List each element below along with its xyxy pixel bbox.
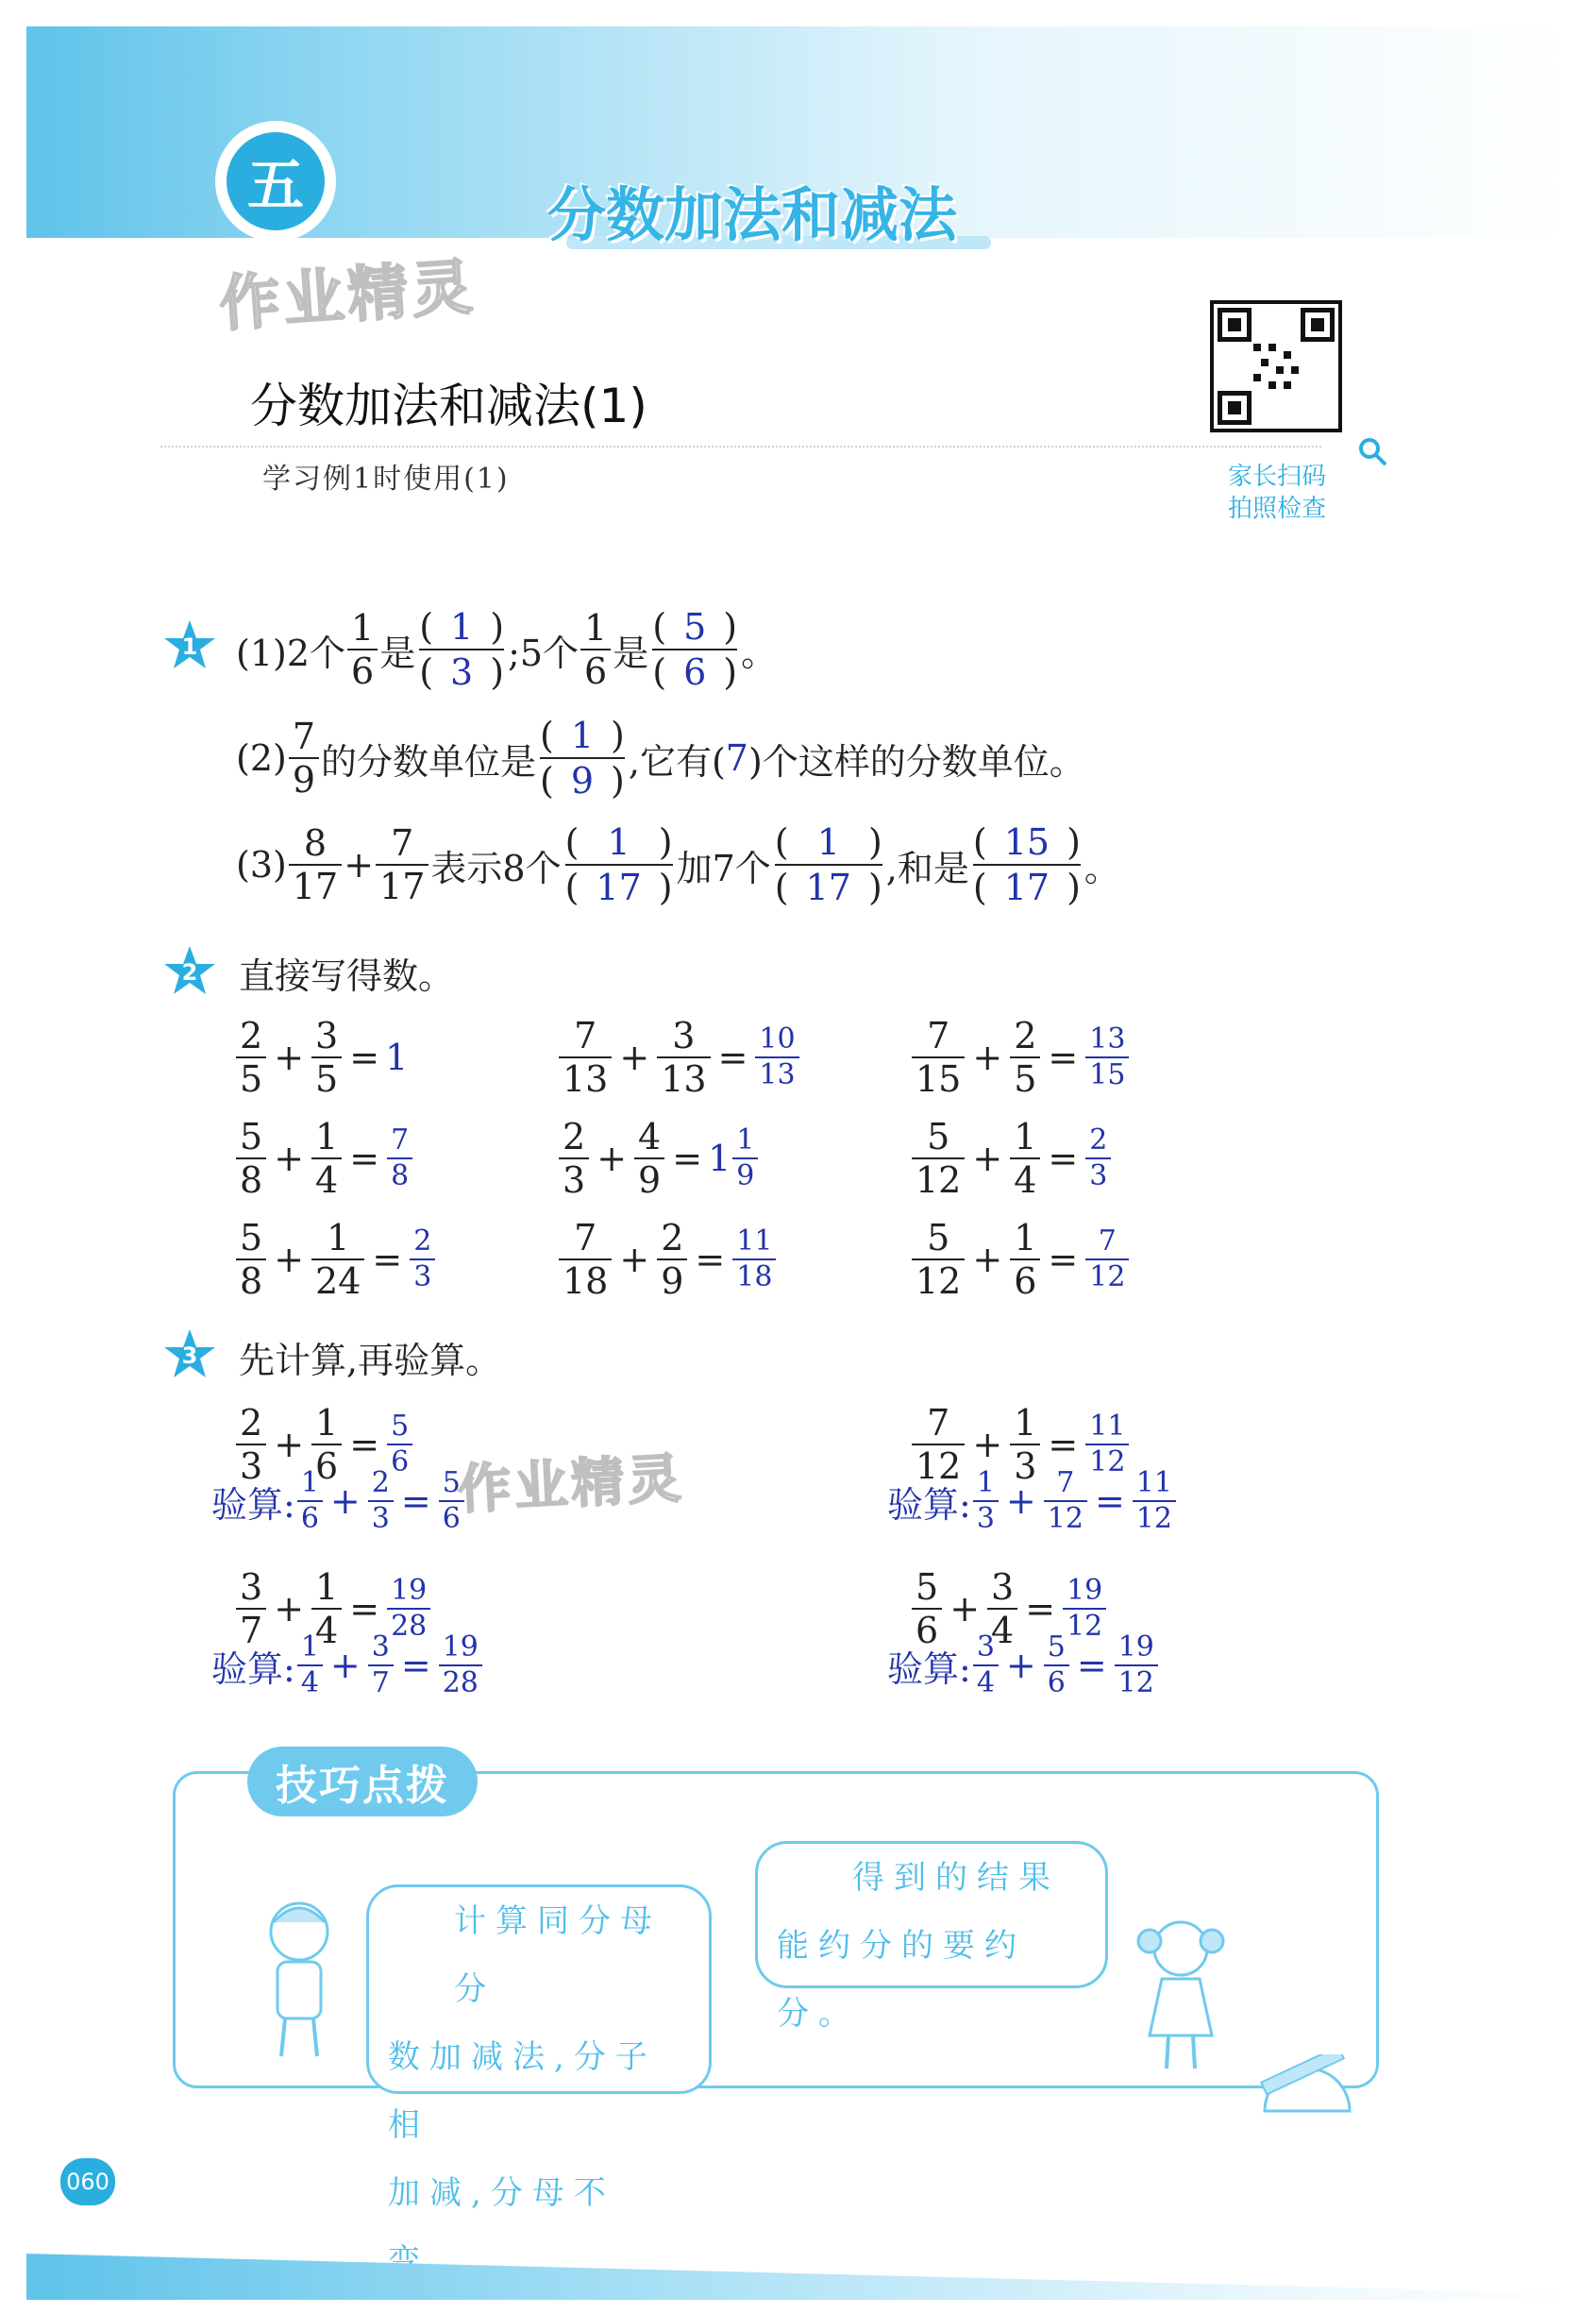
q1-p1-text: 是: [379, 632, 416, 674]
fraction: $\frac{2}{9}$: [657, 1220, 687, 1299]
plus-sign: +: [972, 1138, 1003, 1179]
fraction: $\frac{7}{9}$: [289, 718, 319, 798]
check-label: 验算:: [211, 1647, 295, 1690]
answer-fraction[interactable]: $\frac{11}{18}$: [732, 1227, 776, 1292]
tips-title: 技巧点拨: [247, 1747, 478, 1816]
fraction: $\frac{1}{4}$: [1010, 1119, 1040, 1198]
plus-sign: +: [619, 1037, 650, 1078]
answer-fraction[interactable]: $\frac{7}{12}$: [1044, 1469, 1087, 1533]
fraction: $\frac{5}{12}$: [912, 1220, 965, 1299]
q1-p3-text: 加7个: [676, 847, 771, 889]
plus-sign: +: [972, 1037, 1003, 1078]
qr-pattern-icon: [1253, 344, 1299, 389]
fraction: $\frac{1}{6}$: [311, 1405, 342, 1484]
equals-sign: =: [349, 1037, 380, 1078]
question-3-star-icon: [162, 1327, 217, 1382]
q2-item: [234, 1015, 409, 1100]
fraction: $\frac{7}{12}$: [912, 1405, 965, 1484]
plus-sign: +: [344, 844, 375, 886]
q2-item: [234, 1217, 437, 1302]
equals-sign: =: [717, 1037, 748, 1078]
q2-item: [910, 1217, 1131, 1302]
q2-item: [910, 1015, 1131, 1100]
chapter-title: 分数加法和减法: [547, 180, 958, 249]
fraction: $\frac{7}{18}$: [559, 1220, 612, 1299]
svg-text:2: 2: [181, 959, 198, 986]
equals-sign: =: [1048, 1239, 1079, 1280]
equals-sign: =: [1025, 1588, 1056, 1630]
check-label: 验算:: [887, 1647, 971, 1690]
equals-sign: =: [695, 1239, 726, 1280]
equals-sign: =: [372, 1239, 403, 1280]
equals-sign: =: [400, 1645, 431, 1686]
fraction: $\frac{7}{17}$: [376, 825, 428, 904]
fraction: $\frac{3}{5}$: [311, 1018, 342, 1097]
fraction: $\frac{3}{7}$: [236, 1569, 266, 1648]
equals-sign: =: [400, 1480, 431, 1522]
plus-sign: +: [274, 1424, 305, 1465]
watermark-top: 作业精灵: [217, 252, 479, 341]
answer-value[interactable]: 1: [385, 1037, 409, 1078]
answer-fraction[interactable]: $\frac{7}{8}$: [387, 1126, 412, 1191]
q3-title: 先计算,再验算。: [239, 1340, 502, 1381]
fraction: $\frac{3}{4}$: [987, 1569, 1017, 1648]
fraction: $\frac{2}{5}$: [1010, 1018, 1040, 1097]
plus-sign: +: [329, 1480, 361, 1522]
q1-p1-label: (1)2个: [236, 632, 346, 674]
answer-fraction[interactable]: $\frac{11}{12}$: [1133, 1469, 1176, 1533]
plus-sign: +: [1005, 1645, 1036, 1686]
fraction: $\frac{7}{15}$: [912, 1018, 965, 1097]
magnifier-icon: [1357, 436, 1389, 468]
answer-fraction[interactable]: $\frac{1}{6}$: [297, 1469, 323, 1533]
answer-fraction[interactable]: $\frac{19}{12}$: [1115, 1633, 1158, 1697]
fraction: $\frac{2}{3}$: [559, 1119, 589, 1198]
equals-sign: =: [1076, 1645, 1107, 1686]
girl-illustration-icon: [1129, 1913, 1233, 2073]
plus-sign: +: [619, 1239, 650, 1280]
q3-check: [887, 1630, 1160, 1699]
fraction: $\frac{1}{4}$: [311, 1569, 342, 1648]
answer-fraction[interactable]: $\frac{7}{12}$: [1085, 1227, 1129, 1292]
q2-title: 直接写得数。: [239, 955, 455, 997]
plus-sign: +: [274, 1239, 305, 1280]
equals-sign: =: [349, 1424, 380, 1465]
footer-band: [26, 2234, 1574, 2300]
svg-text:1: 1: [181, 633, 198, 660]
answer-fraction[interactable]: ( 1 ) ( 3 ): [419, 606, 505, 693]
divider: [160, 446, 1321, 448]
check-label: 验算:: [211, 1483, 295, 1526]
fraction: $\frac{5}{6}$: [912, 1569, 942, 1648]
watermark-middle: 作业精灵: [456, 1447, 686, 1522]
usage-note: 学习例1时使用(1): [262, 463, 510, 496]
answer-fraction[interactable]: ( 1 ) ( 17 ): [774, 821, 882, 908]
qr-code-icon[interactable]: [1210, 300, 1342, 432]
fraction: $\frac{5}{12}$: [912, 1119, 965, 1198]
ruler-protractor-icon: [1255, 2054, 1359, 2120]
unit-badge: 五: [227, 132, 325, 230]
q1-p3-text: 表示8个: [430, 847, 562, 889]
answer-fraction[interactable]: $\frac{3}{4}$: [973, 1633, 999, 1697]
scan-hint: [1216, 461, 1338, 525]
q2-item: [557, 1217, 778, 1302]
answer-fraction[interactable]: $\frac{13}{15}$: [1085, 1025, 1129, 1089]
answer-fraction[interactable]: ( 1 ) ( 17 ): [564, 821, 673, 908]
plus-sign: +: [274, 1588, 305, 1630]
q2-item: [557, 1116, 760, 1201]
q2-item: [234, 1116, 414, 1201]
q1-p1-text: 是: [613, 632, 649, 674]
fraction: $\frac{5}{8}$: [236, 1119, 266, 1198]
equals-sign: =: [672, 1138, 703, 1179]
fraction: $\frac{2}{5}$: [236, 1018, 266, 1097]
q1-p3-text: ,和是: [885, 847, 969, 889]
tip-left-line1: 计算同分母分: [454, 1902, 662, 2008]
fraction: $\frac{2}{3}$: [236, 1405, 266, 1484]
q2-item: [557, 1015, 801, 1100]
answer-fraction[interactable]: $\frac{2}{3}$: [410, 1227, 435, 1292]
q3-check: [211, 1630, 484, 1699]
answer-fraction[interactable]: $\frac{19}{12}$: [1063, 1577, 1106, 1641]
tip-left-line3: 加减,分母不变。: [388, 2174, 615, 2280]
plus-sign: +: [972, 1424, 1003, 1465]
tip-bubble-right: [755, 1841, 1108, 2033]
q1-p2-text: ,它有(: [628, 740, 726, 783]
q1-p3-text: 。: [1084, 847, 1120, 889]
equals-sign: =: [1048, 1424, 1079, 1465]
plus-sign: +: [274, 1037, 305, 1078]
answer-fraction[interactable]: $\frac{1}{3}$: [973, 1469, 999, 1533]
svg-text:3: 3: [181, 1343, 198, 1369]
answer-whole[interactable]: 1: [708, 1138, 731, 1179]
answer-fraction[interactable]: $\frac{2}{3}$: [1085, 1126, 1111, 1191]
answer-fraction[interactable]: $\frac{1}{9}$: [732, 1126, 758, 1191]
qr-corner: [1301, 308, 1335, 342]
tip-left-line2: 数加减法,分子相: [388, 2038, 657, 2144]
answer-fraction[interactable]: ( 1 ) ( 9 ): [540, 715, 625, 802]
boy-illustration-icon: [247, 1894, 351, 2064]
plus-sign: +: [596, 1138, 628, 1179]
q2-item: [910, 1116, 1113, 1201]
scan-hint-line2: 拍照检查: [1227, 495, 1326, 523]
lesson-title: 分数加法和减法(1): [250, 379, 647, 433]
tip-right-line2: 能约分的要约分。: [777, 1927, 1026, 2033]
qr-corner: [1218, 391, 1252, 425]
answer-fraction[interactable]: $\frac{5}{6}$: [439, 1469, 464, 1533]
question-2-star-icon: [162, 944, 217, 999]
equals-sign: =: [349, 1588, 380, 1630]
q3-check: [887, 1466, 1178, 1535]
q1-part2: [236, 715, 1085, 802]
answer-fraction[interactable]: $\frac{3}{7}$: [368, 1633, 394, 1697]
fraction: $\frac{3}{13}$: [657, 1018, 710, 1097]
answer-fraction[interactable]: ( 15 ) ( 17 ): [972, 821, 1081, 908]
answer-fraction[interactable]: $\frac{5}{6}$: [387, 1412, 412, 1477]
tip-right-line1: 得到的结果: [852, 1859, 1060, 1897]
answer-fraction[interactable]: $\frac{5}{6}$: [1044, 1633, 1069, 1697]
q1-p1-text: 。: [741, 632, 778, 674]
question-1-star-icon: [162, 618, 217, 673]
fraction: $\frac{1}{24}$: [311, 1220, 364, 1299]
plus-sign: +: [274, 1138, 305, 1179]
answer-count[interactable]: 7: [725, 737, 748, 779]
equals-sign: =: [1094, 1480, 1125, 1522]
answer-fraction[interactable]: $\frac{19}{28}$: [439, 1633, 482, 1697]
plus-sign: +: [1005, 1480, 1036, 1522]
qr-corner: [1218, 308, 1252, 342]
equals-sign: =: [349, 1138, 380, 1179]
page-number: 060: [60, 2158, 115, 2205]
scan-hint-line1: 家长扫码: [1227, 463, 1326, 491]
answer-fraction[interactable]: $\frac{19}{28}$: [387, 1577, 430, 1641]
answer-fraction[interactable]: ( 5 ) ( 6 ): [652, 606, 738, 693]
answer-fraction[interactable]: $\frac{1}{4}$: [297, 1633, 323, 1697]
plus-sign: +: [972, 1239, 1003, 1280]
fraction: $\frac{1}{6}$: [1010, 1220, 1040, 1299]
check-label: 验算:: [887, 1483, 971, 1526]
answer-fraction[interactable]: $\frac{11}{12}$: [1085, 1412, 1129, 1477]
q1-p3-label: (3): [236, 844, 287, 886]
answer-fraction[interactable]: $\frac{2}{3}$: [368, 1469, 394, 1533]
plus-sign: +: [329, 1645, 361, 1686]
q1-p2-text: )个这样的分数单位。: [748, 740, 1085, 783]
q1-p2-label: (2): [236, 737, 287, 779]
q1-part1: [236, 606, 778, 693]
q1-p1-text: ;5个: [508, 632, 580, 674]
fraction: $\frac{7}{13}$: [559, 1018, 612, 1097]
q1-p2-text: 的分数单位是: [321, 740, 537, 783]
q1-part3: [236, 821, 1120, 908]
fraction: $\frac{5}{8}$: [236, 1220, 266, 1299]
fraction: $\frac{4}{9}$: [634, 1119, 664, 1198]
tip-bubble-left: [366, 1884, 712, 2280]
fraction: $\frac{8}{17}$: [289, 825, 342, 904]
equals-sign: =: [1048, 1138, 1079, 1179]
fraction: $\frac{1}{6}$: [347, 610, 378, 689]
q3-check: [211, 1466, 466, 1535]
fraction: $\frac{1}{6}$: [580, 610, 611, 689]
equals-sign: =: [1048, 1037, 1079, 1078]
plus-sign: +: [949, 1588, 981, 1630]
answer-fraction[interactable]: $\frac{10}{13}$: [755, 1025, 798, 1089]
fraction: $\frac{1}{4}$: [311, 1119, 342, 1198]
fraction: $\frac{1}{3}$: [1010, 1405, 1040, 1484]
